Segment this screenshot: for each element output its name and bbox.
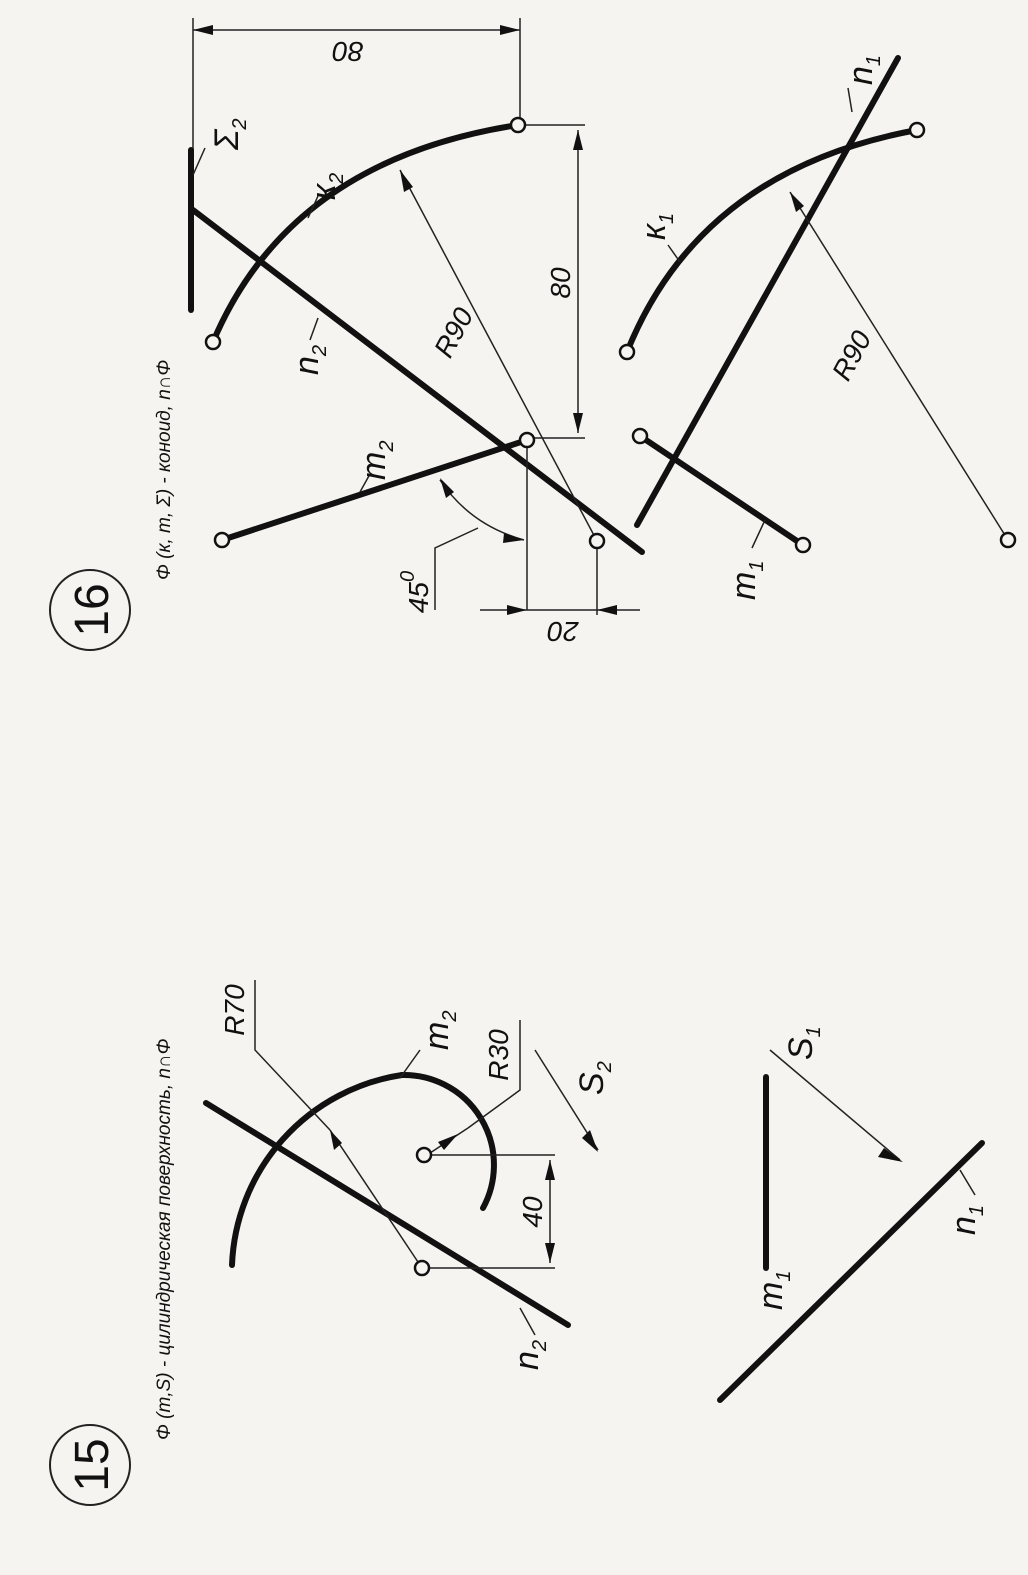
- point-k2-end: [511, 118, 525, 132]
- label-m2: $m_2$: [418, 1010, 461, 1050]
- problem-16: [50, 18, 1015, 650]
- line-n1: [637, 58, 898, 525]
- arrow-20-left: [507, 605, 527, 615]
- point-m1-end: [796, 538, 810, 552]
- point-k1-start: [620, 345, 634, 359]
- dim-20: 20: [547, 616, 579, 647]
- point-k1-end: [910, 123, 924, 137]
- point-k2-start: [206, 335, 220, 349]
- problem-16-caption: Φ (к, m, Σ) - коноид, n∩Φ: [154, 359, 175, 580]
- line-m1: [640, 436, 803, 545]
- arrow-40-bottom: [545, 1243, 555, 1263]
- leader-n1: [960, 1170, 975, 1195]
- curve-k1: [627, 130, 917, 352]
- arrow-r30: [438, 1134, 458, 1150]
- arrow-80-mid-bottom: [573, 413, 583, 433]
- label-s1: $S_1$: [782, 1026, 825, 1060]
- line-n1: [720, 1143, 982, 1400]
- label-n2: $n_2$: [508, 1339, 551, 1370]
- point-center-r70: [415, 1261, 429, 1275]
- dim-r90-lower: R90: [825, 325, 878, 386]
- label-n1: $n_1$: [945, 1204, 988, 1235]
- arrow-angle-end: [503, 533, 524, 543]
- arrow-s1: [878, 1148, 903, 1162]
- direction-s1: [770, 1050, 900, 1160]
- label-sigma2: $\Sigma_2$: [208, 118, 251, 150]
- point-m2-start: [215, 533, 229, 547]
- leader-n2: [310, 318, 318, 340]
- arc-angle-45: [440, 480, 524, 540]
- point-center-r30: [417, 1148, 431, 1162]
- arrow-r90-lower: [790, 192, 804, 212]
- problem-16-number: 16: [66, 583, 119, 637]
- arrow-20-right: [597, 605, 617, 615]
- arrow-s2: [582, 1130, 598, 1152]
- point-center-r90-front: [590, 534, 604, 548]
- problem-15-caption: Φ (m,S) - цилиндрическая поверхность, n∩Φ: [154, 1038, 175, 1440]
- dim-r30: R30: [483, 1029, 514, 1081]
- label-s2: $S_2$: [573, 1061, 616, 1095]
- leader-r90-upper: [400, 170, 597, 541]
- label-k2: $к_2$: [305, 172, 348, 200]
- label-k1: $к_1$: [635, 212, 678, 240]
- arrow-r70: [330, 1130, 342, 1150]
- label-m1: $m_1$: [752, 1270, 795, 1310]
- arrow-80-top-left: [193, 25, 213, 35]
- dim-r70: R70: [219, 984, 250, 1036]
- dim-80-mid: 80: [545, 267, 576, 299]
- label-n1: $n_1$: [842, 54, 885, 85]
- leader-r70: [330, 1130, 422, 1268]
- problem-15: [50, 980, 988, 1505]
- leader-n2: [520, 1308, 535, 1335]
- leader-angle: [435, 528, 478, 610]
- label-n2: $n_2$: [288, 344, 331, 375]
- point-m1-start: [633, 429, 647, 443]
- label-m2: $m_2$: [355, 440, 398, 480]
- leader-sigma2: [193, 148, 205, 175]
- dim-r90-upper: R90: [427, 302, 480, 363]
- dim-angle-45: $45^0$: [397, 570, 434, 614]
- leader-m1: [752, 520, 765, 548]
- leader-n1: [848, 88, 852, 112]
- line-n2: [193, 210, 642, 552]
- dim-40: 40: [517, 1196, 548, 1228]
- line-n2: [206, 1103, 568, 1325]
- leader-r90-lower: [790, 192, 1008, 540]
- curve-k2: [213, 125, 518, 342]
- leader-k1: [668, 245, 680, 262]
- dim-80-top: 80: [332, 36, 364, 67]
- arrow-80-top-right: [500, 25, 520, 35]
- point-m2-end: [520, 433, 534, 447]
- arrow-r90-upper: [400, 170, 413, 192]
- arrow-40-top: [545, 1160, 555, 1180]
- problem-15-number: 15: [66, 1438, 119, 1492]
- point-center-r90-top: [1001, 533, 1015, 547]
- arrow-80-mid-top: [573, 130, 583, 150]
- label-m1: $m_1$: [725, 560, 768, 600]
